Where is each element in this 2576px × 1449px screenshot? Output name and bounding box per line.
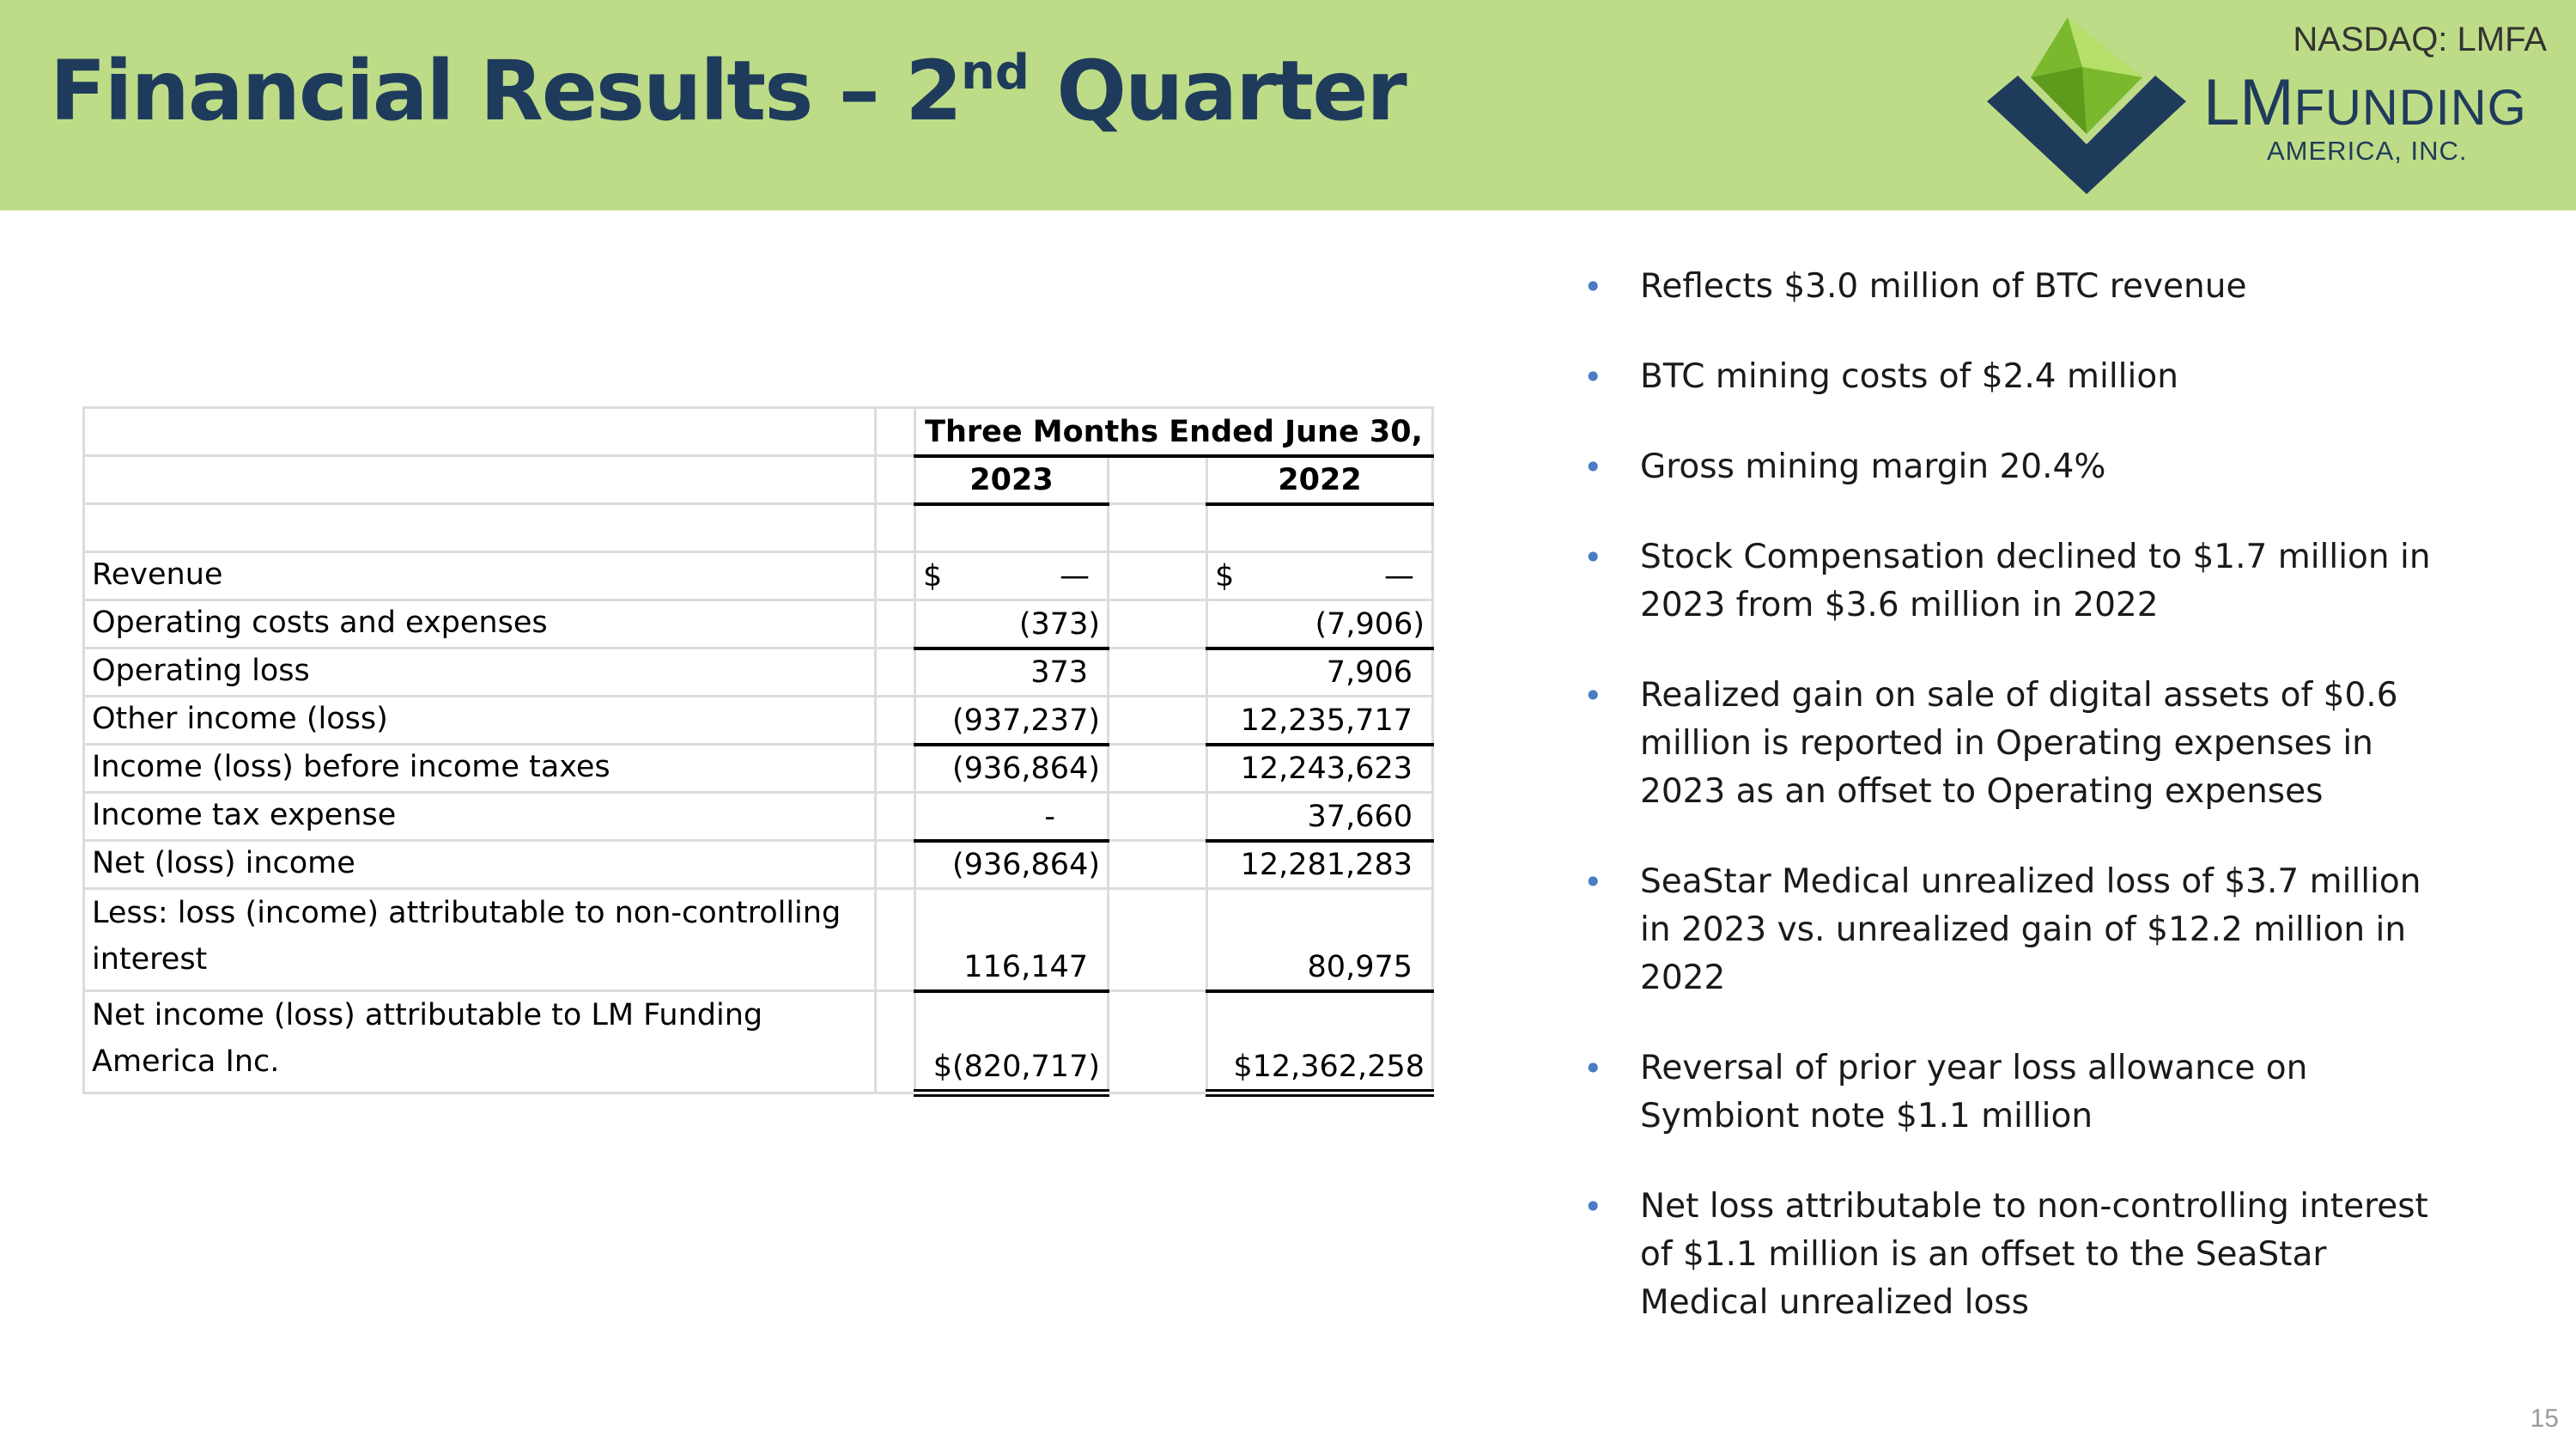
- value-2023: (936,864): [915, 841, 1109, 889]
- bullet-item: [1580, 533, 2439, 630]
- value-2023: (373): [915, 600, 1109, 648]
- table-cell: [1109, 991, 1207, 1093]
- value-2023: $(820,717): [915, 991, 1109, 1093]
- table-cell: [1109, 745, 1207, 793]
- table-year-row: [84, 456, 1433, 504]
- page-number: 15: [2530, 1404, 2559, 1433]
- table-row: [84, 600, 1433, 648]
- bullet-item: [1580, 353, 2439, 401]
- table-cell: [1109, 456, 1207, 504]
- bullet-dot-icon: •: [1583, 539, 1603, 576]
- table-cell: [1109, 648, 1207, 697]
- row-label-line: interest: [92, 942, 208, 977]
- row-label: Income (loss) before income taxes: [84, 745, 876, 793]
- table-cell: [876, 408, 915, 456]
- financial-results-table: [82, 406, 1434, 1097]
- row-label: Revenue: [84, 552, 876, 600]
- table-row: [84, 889, 1433, 991]
- bullet-dot-icon: •: [1583, 448, 1603, 486]
- ticker-label: NASDAQ: LMFA: [2293, 21, 2547, 58]
- bullet-dot-icon: •: [1583, 677, 1603, 715]
- table-cell: [1109, 697, 1207, 745]
- table-cell: [1109, 793, 1207, 841]
- table-cell: [876, 648, 915, 697]
- bullet-text: BTC mining costs of $2.4 million: [1640, 357, 2178, 396]
- value-2023: [915, 552, 1109, 600]
- table-cell: [876, 504, 915, 552]
- bullet-item: [1580, 1044, 2439, 1141]
- table-cell: [1109, 841, 1207, 889]
- bullet-text: SeaStar Medical unrealized loss of $3.7 million in 2023 vs. unrealized gain of $12.2 million in 2022: [1640, 862, 2421, 997]
- value-2022: $12,362,258: [1207, 991, 1433, 1093]
- table-cell: [876, 456, 915, 504]
- value-2023: (936,864): [915, 745, 1109, 793]
- table-cell: [84, 408, 876, 456]
- row-label-line: Less: loss (income) attributable to non-controlling: [92, 896, 841, 930]
- bullet-dot-icon: •: [1583, 1188, 1603, 1226]
- bullet-item: [1580, 1183, 2439, 1327]
- row-label: [84, 889, 876, 991]
- header-banner: [0, 0, 2576, 210]
- value-2023: (937,237): [915, 697, 1109, 745]
- dollar-sign: $: [923, 559, 943, 594]
- table-row: [84, 745, 1433, 793]
- value-2023: -: [915, 793, 1109, 841]
- value-2022: 12,243,623: [1207, 745, 1433, 793]
- bullet-dot-icon: •: [1583, 268, 1603, 306]
- bullet-text: Net loss attributable to non-controlling interest of $1.1 million is an offset to the SeaStar Medical unrealized loss: [1640, 1187, 2428, 1322]
- row-label: Net (loss) income: [84, 841, 876, 889]
- dollar-sign: $: [1215, 559, 1235, 594]
- logo-funding-text: FUNDING: [2293, 80, 2527, 136]
- row-label-line: Net income (loss) attributable to LM Funding: [92, 998, 763, 1032]
- value-2022: 37,660: [1207, 793, 1433, 841]
- bullet-item: [1580, 263, 2439, 311]
- table-cell: [876, 841, 915, 889]
- table-cell: [1207, 504, 1433, 552]
- title-superscript: nd: [960, 45, 1030, 100]
- bullet-item: [1580, 672, 2439, 816]
- table-cell: [84, 456, 876, 504]
- table-row: [84, 697, 1433, 745]
- bullet-text: Stock Compensation declined to $1.7 million in 2023 from $3.6 million in 2022: [1640, 538, 2431, 624]
- table-row: [84, 991, 1433, 1093]
- value-2022: 7,906: [1207, 648, 1433, 697]
- logo-wordmark: [2203, 66, 2527, 139]
- table-cell: [1109, 504, 1207, 552]
- table-row: [84, 552, 1433, 600]
- table-cell: [876, 991, 915, 1093]
- bullet-text: Reflects $3.0 million of BTC revenue: [1640, 267, 2247, 306]
- table-spacer-row: [84, 504, 1433, 552]
- table-cell: [876, 793, 915, 841]
- bullet-dot-icon: •: [1583, 863, 1603, 901]
- period-header: Three Months Ended June 30,: [915, 408, 1433, 456]
- value-2022: 12,281,283: [1207, 841, 1433, 889]
- table-cell: [1109, 600, 1207, 648]
- bullet-dot-icon: •: [1583, 1050, 1603, 1087]
- value-text: —: [1060, 559, 1090, 594]
- bullet-text: Gross mining margin 20.4%: [1640, 447, 2106, 486]
- row-label: Income tax expense: [84, 793, 876, 841]
- title-main: Financial Results – 2: [50, 43, 961, 139]
- logo-america-text: AMERICA, INC.: [2267, 136, 2468, 166]
- table-cell: [876, 697, 915, 745]
- page-title: [50, 43, 1406, 139]
- bullet-item: [1580, 443, 2439, 491]
- table-cell: [876, 552, 915, 600]
- bullet-item: [1580, 858, 2439, 1002]
- table-row: [84, 793, 1433, 841]
- table-cell: [1109, 889, 1207, 991]
- bullet-text: Realized gain on sale of digital assets of $0.6 million is reported in Operating expenses in 2023 as an offset to Operating expenses: [1640, 676, 2398, 811]
- value-text: —: [1384, 559, 1414, 594]
- company-logo-mark: [1984, 15, 2190, 196]
- bullet-text: Reversal of prior year loss allowance on Symbiont note $1.1 million: [1640, 1049, 2308, 1135]
- table-cell: [876, 600, 915, 648]
- table-row: [84, 841, 1433, 889]
- value-2023: 373: [915, 648, 1109, 697]
- row-label: Operating costs and expenses: [84, 600, 876, 648]
- value-2022: (7,906): [1207, 600, 1433, 648]
- value-2023: 116,147: [915, 889, 1109, 991]
- table-cell: [915, 504, 1109, 552]
- row-label: Other income (loss): [84, 697, 876, 745]
- table-header-row: [84, 408, 1433, 456]
- table-row: [84, 648, 1433, 697]
- table-cell: [876, 889, 915, 991]
- row-label: Operating loss: [84, 648, 876, 697]
- value-2022: 80,975: [1207, 889, 1433, 991]
- bullet-dot-icon: •: [1583, 358, 1603, 396]
- table-cell: [876, 745, 915, 793]
- value-2022: [1207, 552, 1433, 600]
- year-header-2022: 2022: [1207, 456, 1433, 504]
- row-label: [84, 991, 876, 1093]
- value-2022: 12,235,717: [1207, 697, 1433, 745]
- bullet-list: [1580, 263, 2439, 1369]
- logo-lm-text: LM: [2203, 66, 2294, 139]
- table-cell: [1109, 552, 1207, 600]
- year-header-2023: 2023: [915, 456, 1109, 504]
- row-label-line: America Inc.: [92, 1044, 280, 1079]
- title-end: Quarter: [1029, 43, 1406, 139]
- table-cell: [84, 504, 876, 552]
